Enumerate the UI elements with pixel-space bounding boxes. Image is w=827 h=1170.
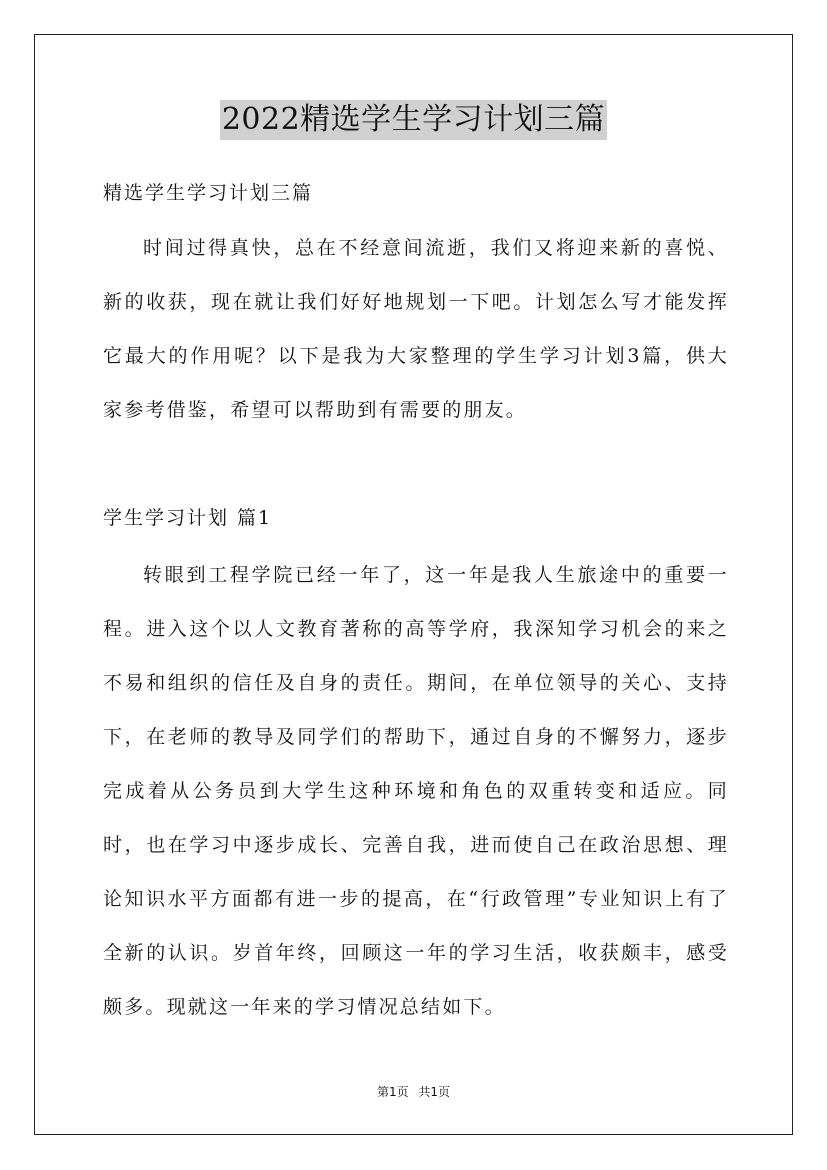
document-title: 2022精选学生学习计划三篇 (220, 100, 607, 140)
section-1-heading: 学生学习计划 篇1 (103, 507, 273, 529)
page-number-total: 共1页 (418, 1085, 451, 1099)
page-number-current: 第1页 (376, 1085, 409, 1099)
document-subtitle: 精选学生学习计划三篇 (103, 182, 314, 204)
title-container (0, 100, 827, 140)
page-footer (0, 1082, 827, 1102)
section-1-paragraph: 转眼到工程学院已经一年了，这一年是我人生旅途中的重要一程。进入这个以人文教育著称的高等学府，我深知学习机会的来之不易和组织的信任及自身的责任。期间，在单位领导的关心、支持下，在老师的教导及同学们的帮助下，通过自身的不懈努力，逐步完成着从公务员到大学生这种环境和角色的双重转变和适应。同时，也在学习中逐步成长、完善自我，进而使自己在政治思想、理论知识水平方面都有进一步的提高，在“行政管理”专业知识上有了全新的认识。岁首年终，回顾这一年的学习生活，收获颇丰，感受颇多。现就这一年来的学习情况总结如下。 (103, 564, 729, 1018)
intro-paragraph: 时间过得真快，总在不经意间流逝，我们又将迎来新的喜悦、新的收获，现在就让我们好好地规划一下吧。计划怎么写才能发挥它最大的作用呢？以下是我为大家整理的学生学习计划3篇，供大家参考借鉴，希望可以帮助到有需要的朋友。 (103, 237, 729, 421)
